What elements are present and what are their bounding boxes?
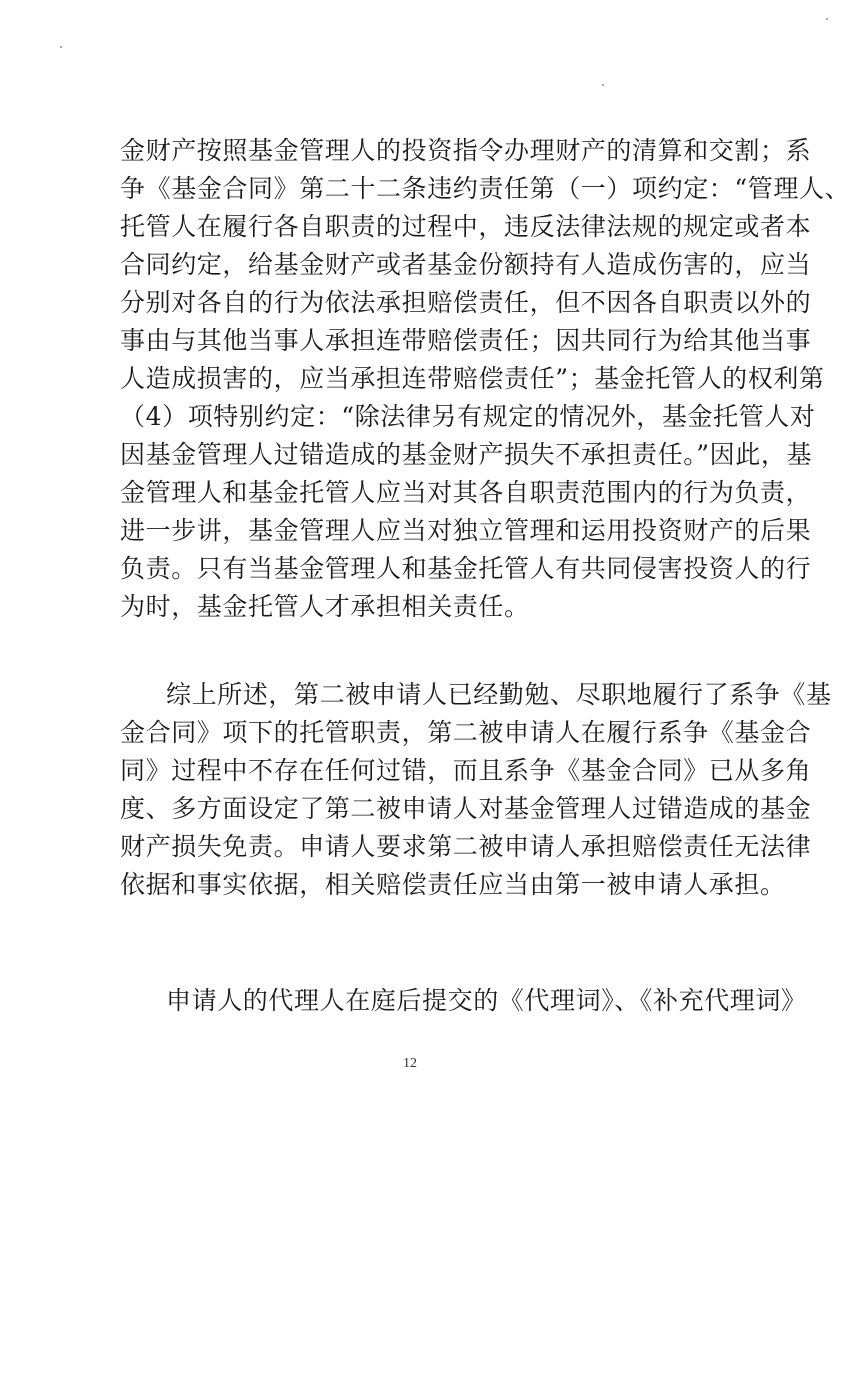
text-line: 综上所述，第二被申请人已经勤勉、尽职地履行了系争《基: [166, 680, 832, 709]
scan-speck: [826, 18, 828, 20]
text-line: 进一步讲，基金管理人应当对独立管理和运用投资财产的后果: [120, 516, 812, 545]
text-line: 负责。只有当基金管理人和基金托管人有共同侵害投资人的行: [120, 554, 812, 583]
text-line: 度、多方面设定了第二被申请人对基金管理人过错造成的基金: [120, 794, 812, 823]
text-line: 为时，基金托管人才承担相关责任。: [120, 592, 530, 621]
text-line: 合同约定，给基金财产或者基金份额持有人造成伤害的，应当: [120, 250, 812, 279]
page-number: 12: [403, 1056, 417, 1071]
text-line: 同》过程中不存在任何过错，而且系争《基金合同》已从多角: [120, 756, 812, 785]
text-line: （4）项特别约定：“除法律另有规定的情况外，基金托管人对: [120, 402, 816, 431]
text-line: 托管人在履行各自职责的过程中，违反法律法规的规定或者本: [120, 212, 812, 241]
scan-speck: [602, 84, 604, 86]
text-line: 金合同》项下的托管职责，第二被申请人在履行系争《基金合: [120, 718, 812, 747]
text-line: 因基金管理人过错造成的基金财产损失不承担责任。”因此，基: [120, 440, 813, 469]
text-line: 分别对各自的行为依法承担赔偿责任，但不因各自职责以外的: [120, 288, 812, 317]
text-line: 财产损失免责。申请人要求第二被申请人承担赔偿责任无法律: [120, 832, 812, 861]
section-heading: 申请人的代理人在庭后提交的《代理词》、《补充代理词》: [166, 986, 807, 1015]
text-line: 争《基金合同》第二十二条违约责任第（一）项约定：“管理人、: [120, 174, 850, 203]
scan-speck: [60, 46, 62, 48]
text-line: 事由与其他当事人承担连带赔偿责任；因共同行为给其他当事: [120, 326, 812, 355]
text-line: 依据和事实依据，相关赔偿责任应当由第一被申请人承担。: [120, 870, 786, 899]
text-line: 金管理人和基金托管人应当对其各自职责范围内的行为负责，: [120, 478, 812, 507]
text-line: 人造成损害的，应当承担连带赔偿责任”；基金托管人的权利第: [120, 364, 825, 393]
text-line: 金财产按照基金管理人的投资指令办理财产的清算和交割；系: [120, 136, 812, 165]
